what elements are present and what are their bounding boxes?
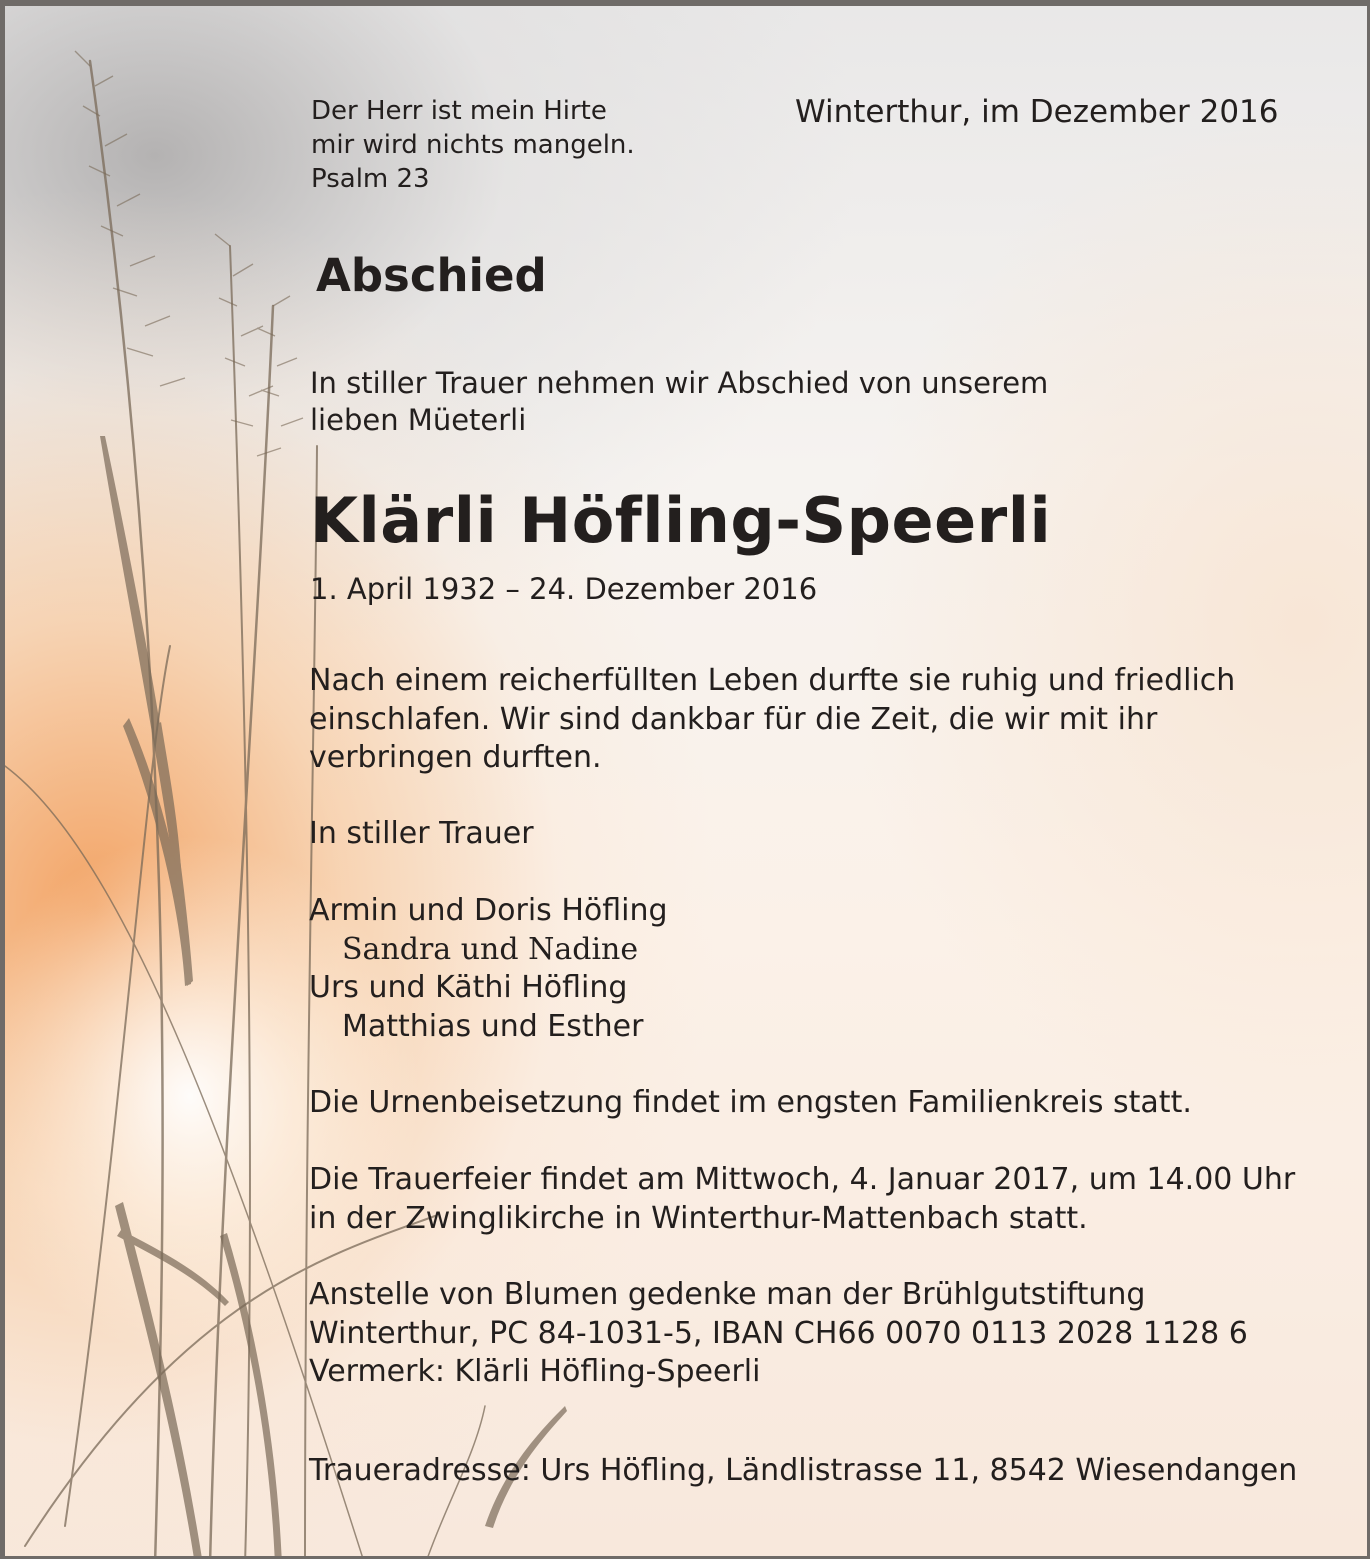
psalm-quote <box>311 94 635 196</box>
intro-text <box>310 365 1048 439</box>
family-member-1: Armin und Doris Höfling <box>309 893 668 928</box>
family-member-2: Sandra und Nadine <box>342 931 639 967</box>
heading-abschied: Abschied <box>316 249 547 302</box>
family-member-4: Matthias und Esther <box>342 1008 644 1044</box>
psalm-reference: Psalm 23 <box>311 164 430 194</box>
donation-line-2: Winterthur, PC 84-1031-5, IBAN CH66 0070 0113 2028 1128 6 <box>309 1315 1248 1351</box>
place-date: Winterthur, im Dezember 2016 <box>795 94 1279 130</box>
mourning-line: In stiller Trauer <box>309 816 534 851</box>
psalm-line-1: Der Herr ist mein Hirte <box>311 96 607 126</box>
family-member-3: Urs und Käthi Höfling <box>309 970 628 1005</box>
service-line-1: Die Trauerfeier findet am Mittwoch, 4. Januar 2017, um 14.00 Uhr <box>309 1162 1296 1197</box>
donation-line-3: Vermerk: Klärli Höfling-Speerli <box>309 1354 761 1389</box>
donation-notice <box>309 1276 1248 1392</box>
life-dates: 1. April 1932 – 24. Dezember 2016 <box>310 572 818 606</box>
psalm-line-2: mir wird nichts mangeln. <box>311 130 635 160</box>
deceased-name: Klärli Höfling-Speerli <box>310 484 1052 557</box>
intro-line-2: lieben Müeterli <box>310 403 527 437</box>
mourning-address: Traueradresse: Urs Höfling, Ländlistrasse 11, 8542 Wiesendangen <box>309 1453 1298 1488</box>
family-list <box>309 892 668 1046</box>
message-line-1: Nach einem reicherfüllten Leben durfte sie ruhig und friedlich <box>309 663 1236 698</box>
service-line-2: in der Zwinglikirche in Winterthur-Mattenbach statt. <box>309 1200 1088 1236</box>
intro-line-1: In stiller Trauer nehmen wir Abschied von unserem <box>310 366 1049 400</box>
donation-line-1: Anstelle von Blumen gedenke man der Brühlgutstiftung <box>309 1277 1146 1312</box>
message-line-2: einschlafen. Wir sind dankbar für die Zeit, die wir mit ihr <box>309 701 1158 737</box>
service-notice <box>309 1161 1295 1238</box>
burial-notice: Die Urnenbeisetzung findet im engsten Familienkreis statt. <box>309 1085 1192 1120</box>
farewell-message <box>309 662 1235 778</box>
message-line-3: verbringen durften. <box>309 740 602 775</box>
